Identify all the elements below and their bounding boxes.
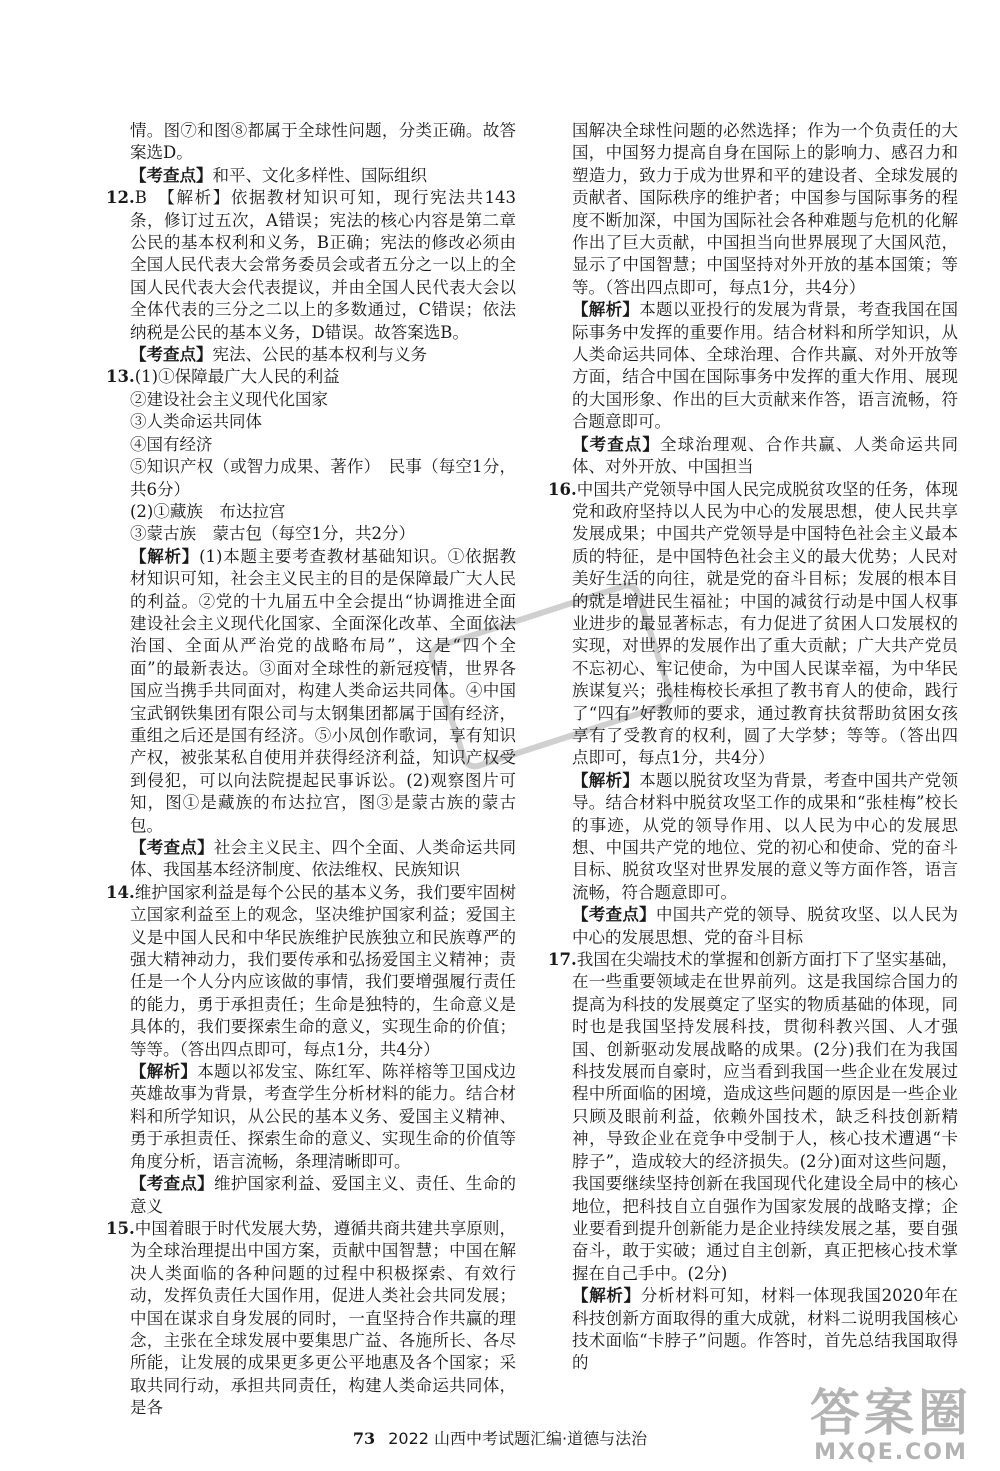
- section-label: 【考查点】: [130, 345, 213, 365]
- answer-text: 维护国家利益是每个公民的基本义务，我们要牢固树立国家利益至上的观念，坚决维护国家利益；爱国主义是中国人民和中华民族维护民族独立和民族尊严的强大精神动力，我们要传承和弘扬爱国主义精神；责任是一个人分内应该做的事情，我们要增强履行责任的能力，勇于承担责任；生命是独特的，生命意义是具体的，我们要探索生命的意义，实现生命的价值；等等。（答出四点即可，每点1分，共4分）: [130, 882, 516, 1059]
- section-label: 【解析】: [572, 300, 640, 320]
- analysis-block: [548, 1285, 958, 1375]
- section-text: 分析材料可知，材料一体现我国2020年在科技创新方面取得的重大成就，材料二说明我国核心技术面临“卡脖子”问题。作答时，首先总结我国取得的: [572, 1286, 959, 1373]
- question-answer: [106, 187, 516, 344]
- continued-text: 情。图⑦和图⑧都属于全球性问题，分类正确。故答案选D。: [130, 121, 516, 163]
- answer-text: 中国共产党领导中国人民完成脱贫攻坚的任务，体现党和政府坚持以人民为中心的发展思想，使人民共享发展成果；中国共产党领导是中国特色社会主义最本质的特征，是中国特色社会主义的最大优势；人民对美好生活的向往，就是党的奋斗目标；发展的根本目的就是增进民生福祉；中国的减贫行动是中国人权事业进步的最显著标志，有力促进了贫困人口发展权的实现，对世界的发展作出了重大贡献；广大共产党员不忘初心、牢记使命，为中国人民谋幸福，为中华民族谋复兴；张桂梅校长承担了教书育人的使命，践行了“四有”好教师的要求，通过教育扶贫帮助贫困女孩享有了受教育的权利，圆了大学梦；等等。（答出四点即可，每点1分，共4分）: [572, 479, 958, 768]
- sub-answer: ⑤知识产权（或智力成果、著作） 民事（每空1分，共6分）: [130, 457, 516, 499]
- question-answer: [548, 479, 958, 770]
- watermark-logo: [810, 1386, 972, 1465]
- watermark-main: 答案圈: [810, 1384, 972, 1442]
- question-number: 14.: [106, 882, 135, 902]
- section-text: 中国共产党的领导、脱贫攻坚、以人民为中心的发展思想、党的奋斗目标: [572, 905, 959, 947]
- analysis-block: [548, 434, 958, 479]
- question-answer: [106, 1218, 516, 1420]
- section-label: 【考查点】: [130, 838, 214, 857]
- section-text: 本题以亚投行的发展为背景，考查我国在国际事务中发挥的重要作用。结合材料和所学知识，从人类命运共同体、全球治理、合作共赢、对外开放等方面，结合中国在国际事务中发挥的重大作用、展现的大国形象、作出的巨大贡献来作答，语言流畅，符合题意即可。: [572, 300, 959, 432]
- question-number: 12.: [106, 188, 135, 208]
- analysis-block: [548, 904, 958, 949]
- question-number: 13.: [106, 367, 135, 387]
- question-answer: [548, 949, 958, 1285]
- question-number: 16.: [548, 479, 577, 499]
- sub-answer: ②建设社会主义现代化国家: [130, 389, 328, 409]
- footer-title: 2022 山西中考试题汇编·道德与法治: [388, 1429, 648, 1448]
- right-column: [548, 120, 958, 1375]
- analysis-block: [106, 546, 516, 837]
- section-text: 维护国家利益、爱国主义、责任、生命的意义: [130, 1174, 517, 1216]
- question-answer: [106, 366, 516, 388]
- section-text: (1)本题主要考查教材基础知识。①依据教材知识可知，社会主义民主的目的是保障最广大人民的利益。②党的十九届五中全会提出“协调推进全面建设社会主义现代化国家、全面深化改革、全面依法治国、全面从严治党的战略布局”，这是“四个全面”的最新表达。③面对全球性的新冠疫情，世界各国应当携手共同面对，构建人类命运共同体。④中国宝武钢铁集团有限公司与太钢集团都属于国有经济，重组之后还是国有经济。⑤小凤创作歌词，享有知识产权，被张某私自使用并获得经济利益，知识产权受到侵犯，可以向法院提起民事诉讼。(2)观察图片可知，图①是藏族的布达拉宫，图③是蒙古族的蒙古包。: [130, 546, 517, 835]
- analysis-block: [548, 299, 958, 433]
- answer-text: B 【解析】依据教材知识可知，现行宪法共143条，修订过五次，A错误；宪法的核心内容是第二章公民的基本权利和义务，B正确；宪法的修改必须由全国人民代表大会常务委员会或者五分之一以上的全国人民代表大会代表提议，并由全国人民代表大会以全体代表的三分之二以上的多数通过，C错误；依法纳税是公民的基本义务，D错误。故答案选B。: [130, 188, 516, 342]
- analysis-block: [106, 1173, 516, 1218]
- watermark-site: MXQE.COM: [814, 1440, 968, 1465]
- question-number: 17.: [548, 950, 577, 970]
- sub-answer: ③蒙古族 蒙古包（每空1分，共2分）: [130, 524, 415, 544]
- sub-answer: (2)①藏族 布达拉宫: [130, 501, 286, 521]
- section-text: 和平、文化多样性、国际组织: [212, 165, 427, 185]
- answer-text: 中国着眼于时代发展大势，遵循共商共建共享原则，为全球治理提出中国方案，贡献中国智慧；中国在解决人类面临的各种问题的过程中积极探索、有效行动，发挥负责任大国作用，促进人类社会共同发展；中国在谋求自身发展的同时，一直坚持合作共赢的理念，主张在全球发展中要集思广益、各施所长、各尽所能，让发展的成果更多更公平地惠及各个国家；采取共同行动，承担共同责任，构建人类命运共同体，是各: [130, 1218, 516, 1418]
- section-label: 【解析】: [572, 770, 640, 790]
- question-number: 15.: [106, 1218, 135, 1238]
- answer-text: (1)①保障最广大人民的利益: [134, 367, 340, 387]
- answer-text: 我国在尖端技术的掌握和创新方面打下了坚实基础，在一些重要领域走在世界前列。这是我国综合国力的提高为科技的发展奠定了坚实的物质基础的体现，同时也是我国坚持发展科技，贯彻科教兴国、人才强国、创新驱动发展战略的成果。(2分)我们在为我国科技发展而自豪时，应当看到我国一些企业在发展过程中所面临的困境，造成这些问题的原因是一些企业只顾及眼前利益，依赖外国技术，缺乏科技创新精神，导致企业在竞争中受制于人，核心技术遭遇“卡脖子”，造成较大的经济损失。(2分)面对这些问题，我国要继续坚持创新在我国现代化建设全局中的核心地位，把科技自立自强作为国家发展的战略支撑；企业要看到提升创新能力是企业持续发展之基，要自强奋斗，敢于实破；通过自主创新，真正把核心技术掌握在自己手中。(2分): [572, 950, 958, 1283]
- page-number: 73: [352, 1429, 376, 1448]
- analysis-block: [106, 165, 516, 187]
- section-text: 本题以祁发宝、陈红军、陈祥榕等卫国戍边英雄故事为背景，考查学生分析材料的能力。结合材料和所学知识，从公民的基本义务、爱国主义精神、勇于承担责任、探索生命的意义、实现生命的价值等角度分析，语言流畅，条理清晰即可。: [130, 1062, 517, 1171]
- section-label: 【解析】: [130, 1062, 198, 1082]
- section-label: 【解析】: [130, 546, 200, 566]
- section-text: 社会主义民主、四个全面、人类命运共同体、我国基本经济制度、依法维权、民族知识: [130, 838, 517, 880]
- analysis-block: [106, 1061, 516, 1173]
- analysis-block: [106, 837, 516, 882]
- section-text: 全球治理观、合作共赢、人类命运共同体、对外开放、中国担当: [572, 434, 959, 477]
- section-text: 宪法、公民的基本权利与义务: [212, 345, 427, 365]
- analysis-block: [548, 770, 958, 904]
- section-label: 【考查点】: [572, 905, 656, 925]
- section-label: 【解析】: [572, 1286, 641, 1306]
- sub-answer: ③人类命运共同体: [130, 412, 262, 432]
- continued-text: 国解决全球性问题的必然选择；作为一个负责任的大国，中国努力提高自身在国际上的影响力、感召力和塑造力，致力于成为世界和平的建设者、全球发展的贡献者、国际秩序的维护者；中国参与国际事务的程度不断加深，中国为国际社会各种难题与危机的化解作出了巨大贡献，中国担当向世界展现了大国风范，显示了中国智慧；中国坚持对外开放的基本国策；等等。（答出四点即可，每点1分，共4分）: [572, 121, 958, 297]
- section-label: 【考查点】: [572, 434, 660, 454]
- section-label: 【考查点】: [130, 1174, 214, 1194]
- question-answer: [106, 882, 516, 1061]
- section-label: 【考查点】: [130, 165, 213, 185]
- section-text: 本题以脱贫攻坚为背景，考查中国共产党领导。结合材料中脱贫攻坚工作的成果和“张桂梅”校长的事迹，从党的领导作用、以人民为中心的发展思想、中国共产党的地位、党的初心和使命、党的奋斗目标、脱贫攻坚对世界发展的意义等方面作答，语言流畅，符合题意即可。: [572, 770, 959, 902]
- left-column: [106, 120, 516, 1420]
- analysis-block: [106, 344, 516, 366]
- sub-answer: ④国有经济: [130, 434, 213, 454]
